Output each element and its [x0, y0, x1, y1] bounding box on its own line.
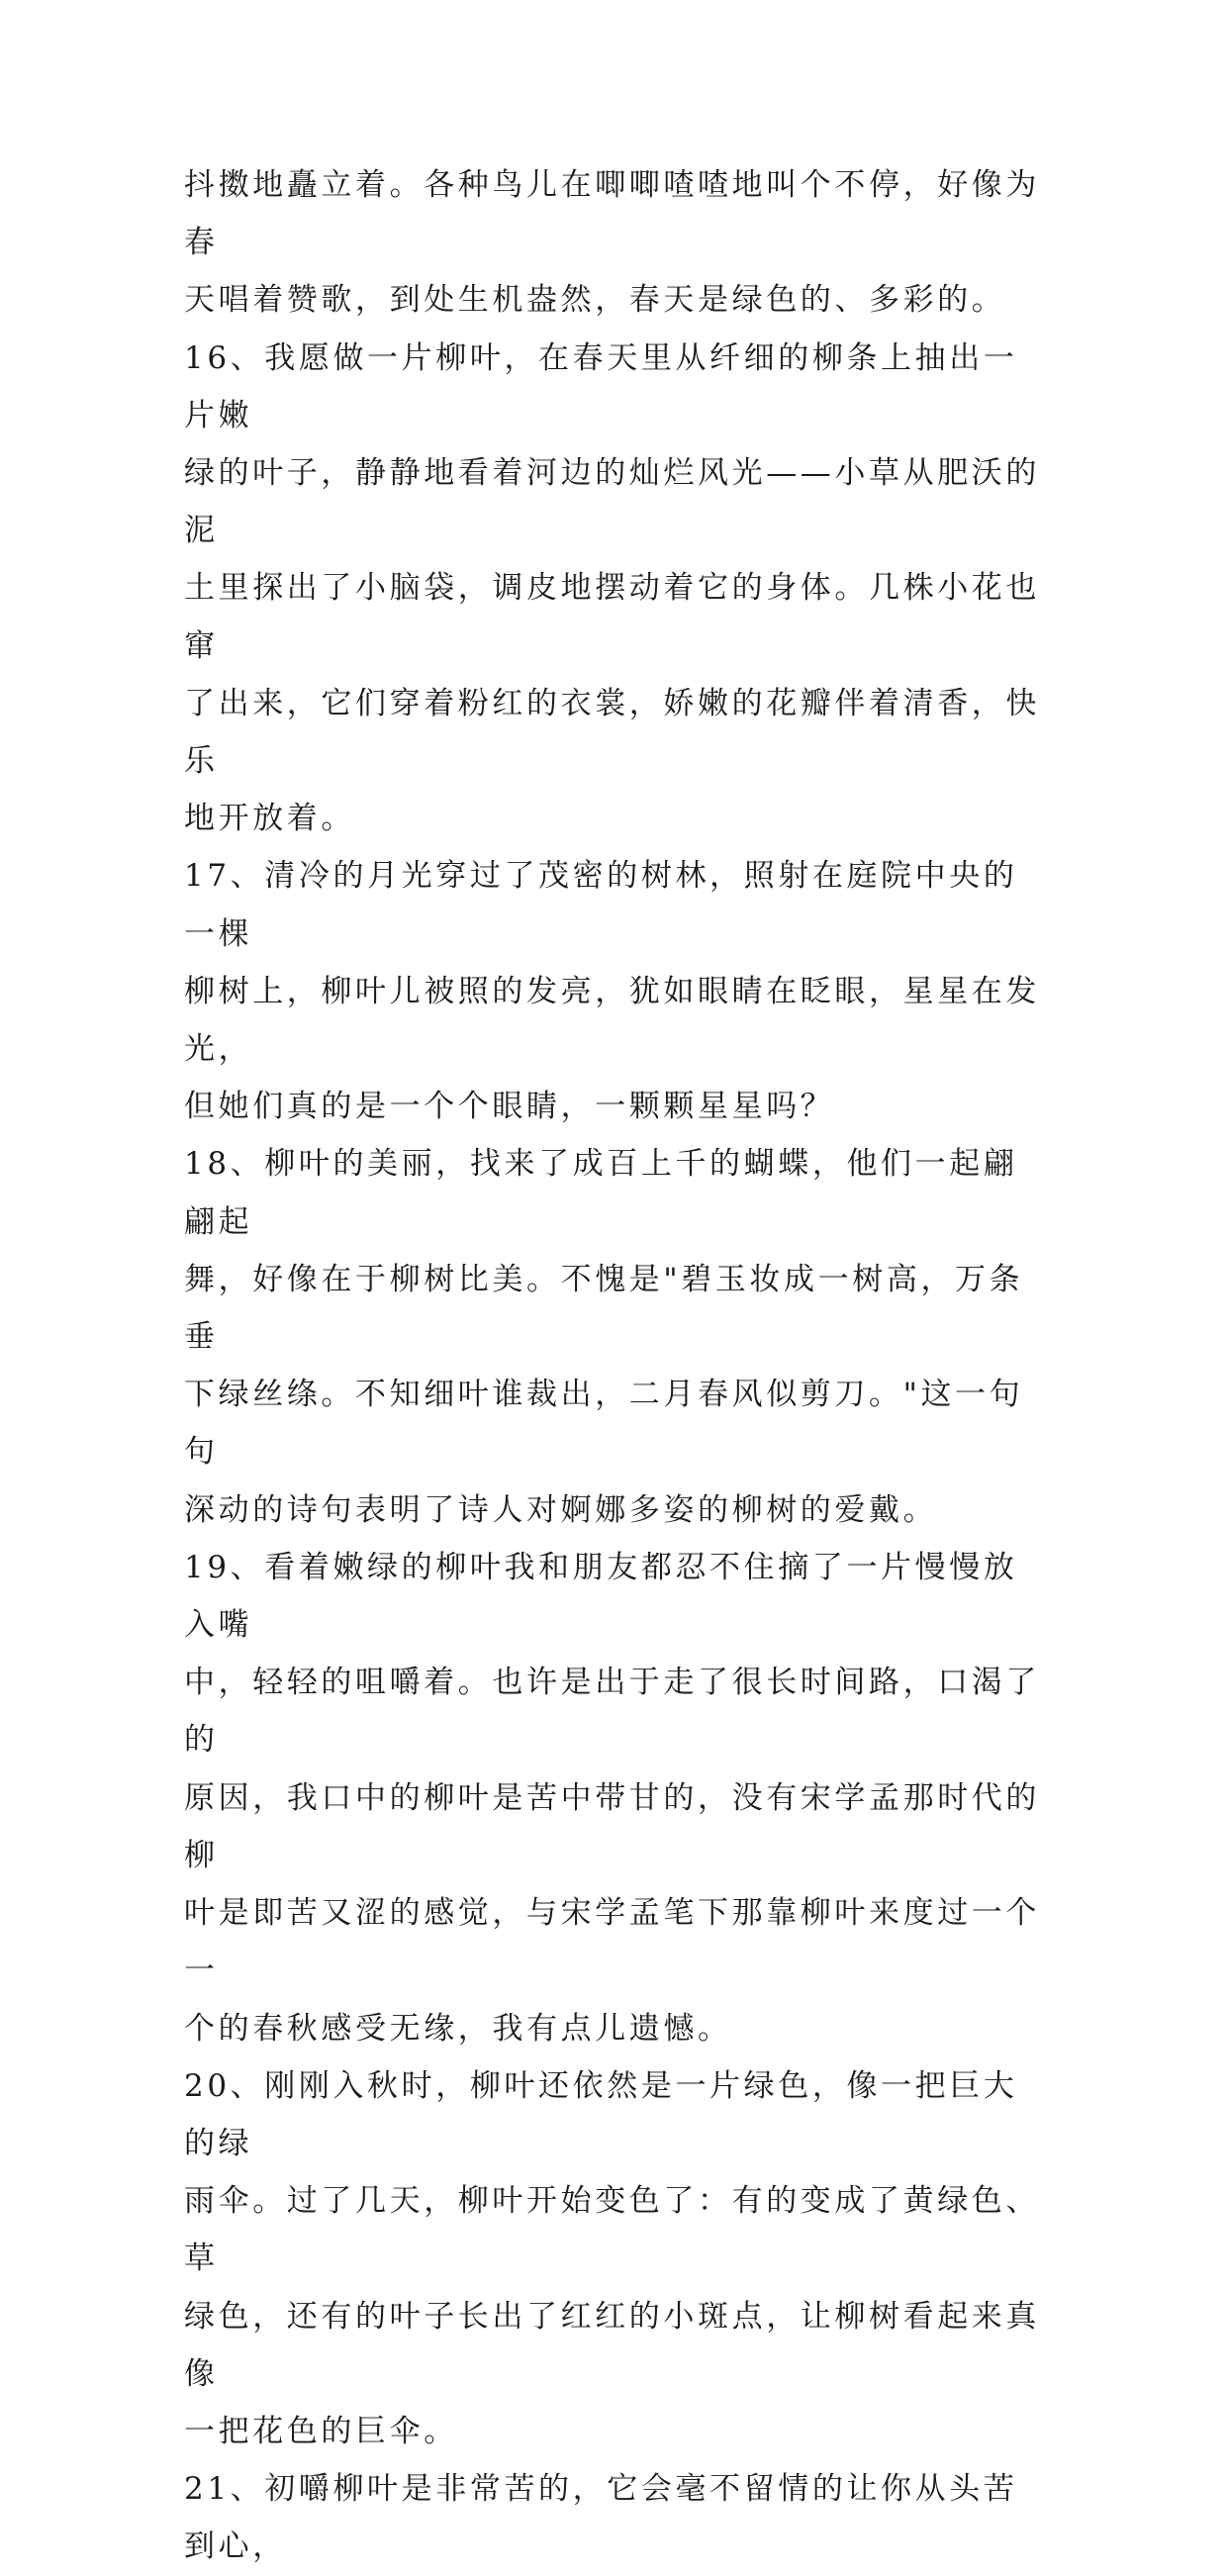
document-body	[184, 156, 1045, 2576]
paragraph-21: 21、初嚼柳叶是非常苦的，它会毫不留情的让你从头苦到心，	[184, 2471, 1018, 2565]
paragraph-19: 19、看着嫩绿的柳叶我和朋友都忍不住摘了一片慢慢放入嘴 中，轻轻的咀嚼着。也许是出于走了很长时间路，口渴了的 原因，我口中的柳叶是苦中带甘的，没有宋学孟那时代的柳 叶是即苦又涩的感觉，与宋学孟笔下那靠柳叶来度过一个一 个的春秋感受无缘，我有点儿遗憾。	[184, 1549, 1040, 2047]
paragraph-20: 20、刚刚入秋时，柳叶还依然是一片绿色，像一把巨大的绿 雨伞。过了几天，柳叶开始变色了：有的变成了黄绿色、草 绿色，还有的叶子长出了红红的小斑点，让柳树看起来真像 一把花色的巨伞。	[184, 2067, 1040, 2449]
paragraph-15-continued: 抖擞地矗立着。各种鸟儿在唧唧喳喳地叫个不停，好像为春 天唱着赞歌，到处生机盎然，春天是绿色的、多彩的。	[184, 167, 1040, 319]
paragraph-17: 17、清冷的月光穿过了茂密的树林，照射在庭院中央的一棵 柳树上，柳叶儿被照的发亮，犹如眼睛在眨眼，星星在发光， 但她们真的是一个个眼睛，一颗颗星星吗？	[184, 858, 1040, 1125]
paragraph-18: 18、柳叶的美丽，找来了成百上千的蝴蝶，他们一起翩翩起 舞，好像在于柳树比美。不愧是"碧玉妆成一树高，万条垂 下绿丝绦。不知细叶谁裁出，二月春风似剪刀。"这一句句 深动的诗句表明了诗人对婀娜多姿的柳树的爱戴。	[184, 1146, 1024, 1528]
paragraph-16: 16、我愿做一片柳叶，在春天里从纤细的柳条上抽出一片嫩 绿的叶子，静静地看着河边的灿烂风光——小草从肥沃的泥 土里探出了小脑袋，调皮地摆动着它的身体。几株小花也窜 了出来，它们穿着粉红的衣裳，娇嫩的花瓣伴着清香，快乐 地开放着。	[184, 339, 1040, 837]
